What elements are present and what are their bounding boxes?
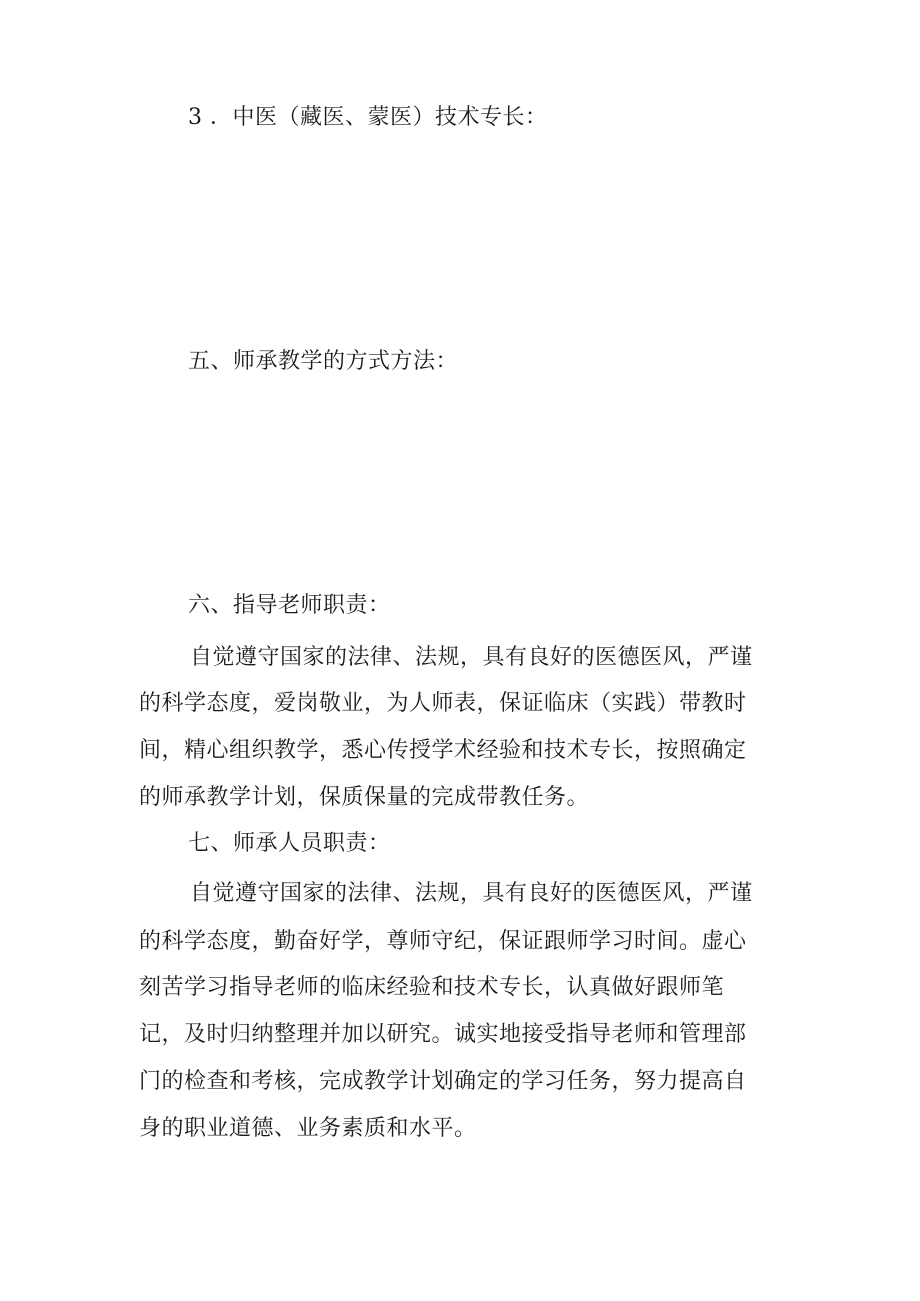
section6-line: 的师承教学计划，保质保量的完成带教任务。 (139, 785, 590, 810)
section6-line: 的科学态度，爱岗敬业，为人师表，保证临床（实践）带教时 (139, 691, 747, 716)
section7-heading: 七、师承人员职责： (188, 831, 391, 856)
item3-heading: 3 ．中医（藏医、蒙医）技术专长： (188, 105, 548, 130)
section6-line: 自觉遵守国家的法律、法规，具有良好的医德医风，严谨 (190, 645, 753, 670)
section7-line: 刻苦学习指导老师的临床经验和技术专长，认真做好跟师笔 (139, 975, 725, 1000)
section7-line: 的科学态度，勤奋好学，尊师守纪，保证跟师学习时间。虚心 (139, 929, 747, 954)
section7-line: 身的职业道德、业务素质和水平。 (139, 1116, 477, 1141)
section5-heading: 五、师承教学的方式方法： (188, 349, 459, 374)
section7-line: 门的检查和考核，完成教学计划确定的学习任务，努力提高自 (139, 1069, 747, 1094)
section7-line: 记，及时归纳整理并加以研究。诚实地接受指导老师和管理部 (139, 1022, 747, 1047)
section6-heading: 六、指导老师职责： (188, 593, 391, 618)
section7-line: 自觉遵守国家的法律、法规，具有良好的医德医风，严谨 (190, 881, 753, 906)
section6-line: 间，精心组织教学，悉心传授学术经验和技术专长，按照确定 (139, 738, 747, 763)
